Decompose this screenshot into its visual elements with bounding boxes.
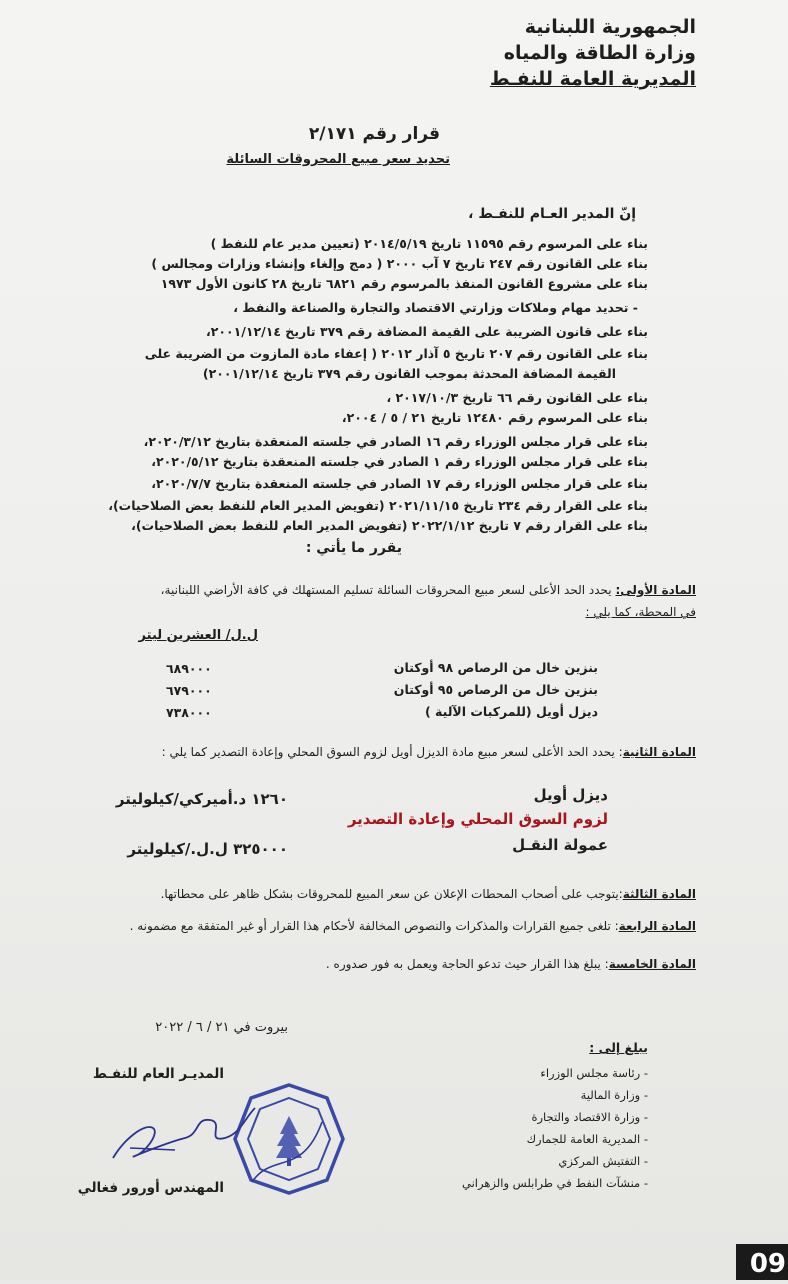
preamble-line: القيمة المضافة المحدثة بموجب القانون رقم ٣٧٩ تاريخ ٢٠٠١/١٢/١٤): [202, 366, 616, 381]
article-2-text: : يحدد الحد الأعلى لسعر مبيع مادة الديزل أويل لزوم السوق المحلي وإعادة التصدير كما يلي :: [161, 745, 623, 759]
article-4-text: : تلغى جميع القرارات والمذكرات والنصوص المخالفة لأحكام هذا القرار أو غير المتفقة مع مضمونه .: [129, 919, 619, 933]
distribution-item: - المديرية العامة للجمارك: [526, 1132, 648, 1146]
article-5-text: : يبلغ هذا القرار حيث تدعو الحاجة ويعمل به فور صدوره .: [325, 957, 609, 971]
header-directorate: المديرية العامة للنفـط: [489, 68, 696, 90]
fuel-name: بنزين خال من الرصاص ٩٨ أوكتان: [393, 660, 598, 675]
fuel-price: ٧٣٨٠٠٠: [166, 705, 212, 720]
article-1: [161, 580, 696, 600]
diesel-label: ديزل أويل: [533, 786, 608, 804]
preamble-line: بناء على القانون رقم ٢٤٧ تاريخ ٧ آب ٢٠٠٠ ( دمج وإلغاء وإنشاء وزارات ومجالس ): [151, 256, 648, 271]
transport-label: عمولة النقـل: [512, 836, 608, 854]
distribution-title: يبلغ إلى :: [589, 1040, 648, 1055]
diesel-price: ١٢٦٠ د.أميركي/كيلوليتر: [115, 790, 288, 808]
article-3-label: المادة الثالثة: [622, 887, 696, 901]
distribution-item: - رئاسة مجلس الوزراء: [540, 1066, 648, 1080]
preamble-line: بناء على قرار مجلس الوزراء رقم ١٧ الصادر في جلسته المنعقدة بتاريخ ٢٠٢٠/٧/٧،: [151, 476, 648, 491]
preamble-line: بناء على القرار رقم ٧ تاريخ ٢٠٢٢/١/١٢ (تفويض المدير العام للنفط بعض الصلاحيات)،: [131, 518, 648, 533]
decision-number: قرار رقم ٢/١٧١: [308, 124, 440, 144]
distribution-item: - منشآت النفط في طرابلس والزهراني: [462, 1176, 648, 1190]
signatory-title: المديـر العام للنفـط: [92, 1066, 224, 1082]
article-3-text: :يتوجب على أصحاب المحطات الإعلان عن سعر المبيع للمحروقات بشكل ظاهر على محطاتها.: [160, 887, 623, 901]
article-4-label: المادة الرابعة: [618, 919, 696, 933]
header-republic: الجمهورية اللبنانية: [524, 16, 696, 38]
preamble-line: بناء على قانون الضريبة على القيمة المضافة رقم ٣٧٩ تاريخ ٢٠٠١/١٢/١٤،: [206, 324, 648, 339]
preamble-line: بناء على قرار مجلس الوزراء رقم ١٦ الصادر في جلسته المنعقدة بتاريخ ٢٠٢٠/٣/١٢،: [143, 434, 648, 449]
transport-fee: ٣٢٥٠٠٠ ل.ل./كيلوليتر: [127, 840, 288, 858]
article-2: [162, 742, 696, 762]
preamble-line: بناء على مشروع القانون المنفذ بالمرسوم رقم ٦٨٢١ تاريخ ٢٨ كانون الأول ١٩٧٣: [160, 276, 648, 291]
distribution-item: - وزارة الاقتصاد والتجارة: [531, 1110, 648, 1124]
decides-heading: يقرر ما يأتي :: [305, 540, 402, 556]
price-unit-header: ل.ل/ العشرين ليتر: [138, 628, 258, 643]
fuel-price: ٦٨٩٠٠٠: [166, 661, 212, 676]
market-label: لزوم السوق المحلي وإعادة التصدير: [347, 810, 608, 828]
article-5: [326, 954, 696, 974]
header-ministry: وزارة الطاقة والمياه: [503, 42, 696, 64]
issue-date: بيروت في ٢١ / ٦ / ٢٠٢٢: [155, 1020, 288, 1035]
article-4: [130, 916, 696, 936]
article-2-label: المادة الثانية: [622, 745, 696, 759]
preamble-line: بناء على المرسوم رقم ١٢٤٨٠ تاريخ ٢١ / ٥ / ٢٠٠٤،: [341, 410, 648, 425]
fuel-name: ديزل أويل (للمركبات الآلية ): [424, 704, 598, 719]
article-5-label: المادة الخامسة: [608, 957, 696, 971]
preamble-line: بناء على قرار مجلس الوزراء رقم ١ الصادر في جلسته المنعقدة بتاريخ ٢٠٢٠/٥/١٢،: [151, 454, 648, 469]
signatory-name: المهندس أورور فغالي: [77, 1180, 224, 1196]
preamble-line: - تحديد مهام وملاكات وزارتي الاقتصاد والتجارة والصناعة والنفط ،: [233, 300, 638, 315]
preamble-line: بناء على القانون رقم ٢٠٧ تاريخ ٥ آذار ٢٠١٢ ( إعفاء مادة المازوت من الضريبة على: [144, 346, 648, 361]
article-3: [161, 884, 696, 904]
preamble-line: بناء على القرار رقم ٢٣٤ تاريخ ٢٠٢١/١١/١٥ (تفويض المدير العام للنفط بعض الصلاحيات)،: [108, 498, 648, 513]
preamble-line: بناء على القانون رقم ٦٦ تاريخ ٢٠١٧/١٠/٣ ،: [386, 390, 648, 405]
decision-subject: تحديد سعر مبيع المحروقات السائلة: [226, 152, 450, 167]
fuel-price: ٦٧٩٠٠٠: [166, 683, 212, 698]
article-1-text-continued: في المحطة، كما يلي :: [585, 605, 696, 619]
article-1-label: المادة الأولى:: [615, 583, 696, 597]
preamble-line: بناء على المرسوم رقم ١١٥٩٥ تاريخ ٢٠١٤/٥/١٩ (تعيين مدير عام للنفط ): [210, 236, 648, 251]
handwritten-signature: [105, 1098, 265, 1168]
article-1-text: يحدد الحد الأعلى لسعر مبيع المحروقات السائلة تسليم المستهلك في كافة الأراضي اللبنانية،: [160, 583, 616, 597]
fuel-name: بنزين خال من الرصاص ٩٥ أوكتان: [393, 682, 598, 697]
page-number: 09: [736, 1244, 788, 1280]
distribution-item: - التفتيش المركزي: [558, 1154, 648, 1168]
preamble-opener: إنّ المدير العـام للنفـط ،: [468, 206, 636, 222]
distribution-item: - وزارة المالية: [580, 1088, 648, 1102]
